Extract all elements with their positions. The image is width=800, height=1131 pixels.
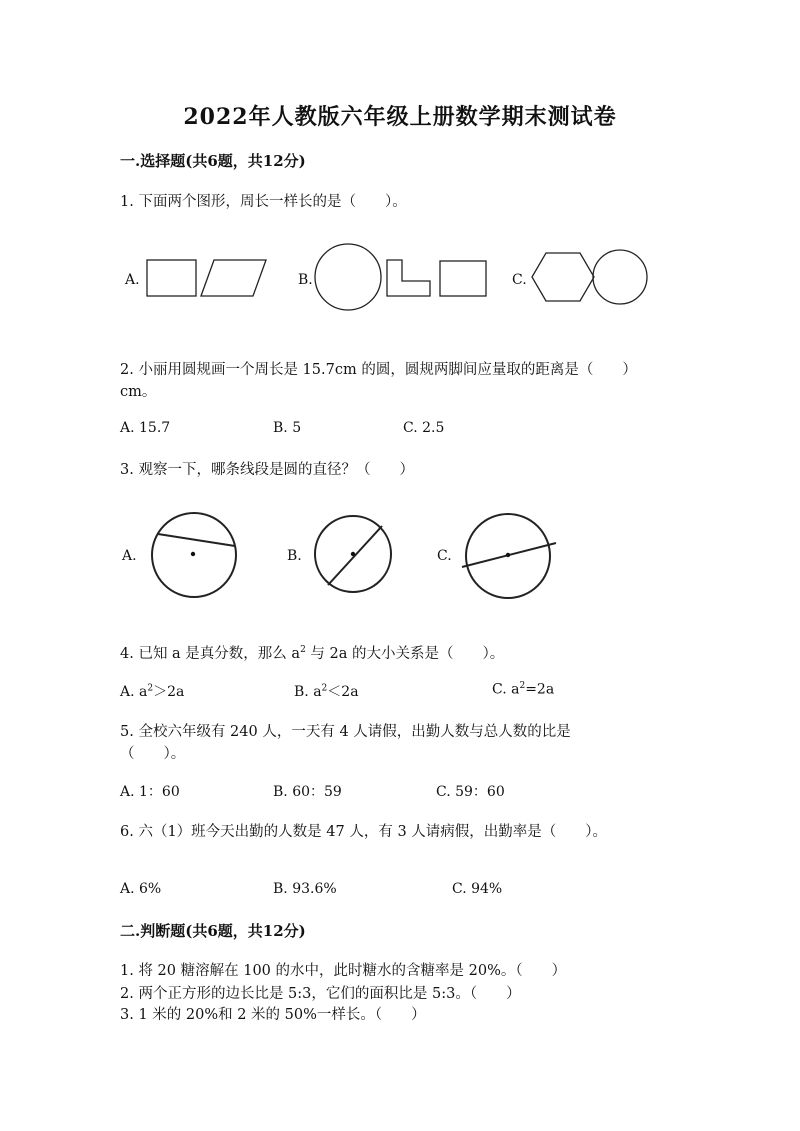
q3-option-b-label: B. — [287, 548, 302, 564]
question-5-line-2: （ ）。 — [120, 746, 186, 762]
q2-option-c: C. 2.5 — [403, 420, 445, 436]
q6-option-c: C. 94% — [452, 881, 503, 897]
q4-option-a-post: ＞2a — [153, 684, 185, 700]
question-5-line-1: 5. 全校六年级有 240 人，一天有 4 人请假，出勤人数与总人数的比是 — [120, 724, 571, 740]
section-2-heading: 二.判断题(共6题，共12分) — [120, 922, 306, 940]
q4-option-c — [492, 681, 554, 698]
q3-c-circle-figure — [462, 514, 556, 598]
q1-option-a-label: A. — [125, 272, 140, 288]
question-2-line-2: cm。 — [120, 384, 157, 400]
q4-option-c-sup: 2 — [519, 681, 526, 691]
judgment-item-3: 3. 1 米的 20%和 2 米的 50%一样长。（ ） — [120, 1007, 426, 1023]
judgment-item-2: 2. 两个正方形的边长比是 5:3，它们的面积比是 5:3。（ ） — [120, 986, 521, 1002]
question-4-text-a: 4. 已知 a 是真分数，那么 a — [120, 646, 301, 662]
q4-option-b-sup: 2 — [321, 683, 328, 694]
q4-option-a-pre: A. a — [120, 684, 148, 700]
q5-option-b: B. 60：59 — [273, 784, 342, 800]
question-3: 3. 观察一下，哪条线段是圆的直径？（ ） — [120, 462, 414, 478]
q3-a-circle-figure — [152, 513, 236, 597]
q6-option-a: A. 6% — [120, 881, 162, 897]
q5-option-c: C. 59：60 — [436, 784, 505, 800]
q4-option-a — [120, 681, 184, 701]
q4-option-b — [294, 681, 359, 701]
q1-option-c-label: C. — [512, 272, 527, 288]
q2-option-b: B. 5 — [273, 420, 302, 436]
question-1: 1. 下面两个图形，周长一样长的是（ ）。 — [120, 194, 407, 210]
q4-option-a-sup: 2 — [147, 683, 154, 694]
question-4 — [120, 642, 504, 663]
page-title: 2022年人教版六年级上册数学期末测试卷 — [183, 104, 617, 130]
q5-option-a: A. 1：60 — [120, 784, 180, 800]
q3-option-c-label: C. — [437, 548, 452, 564]
q3-b-circle-figure — [315, 516, 391, 592]
q6-option-b: B. 93.6% — [273, 881, 337, 897]
q4-option-c-pre: C. a — [492, 681, 520, 698]
q4-option-b-post: ＜2a — [327, 684, 359, 700]
q4-option-c-post: =2a — [525, 681, 555, 698]
question-2-line-1: 2. 小丽用圆规画一个周长是 15.7cm 的圆，圆规两脚间应量取的距离是（ ） — [120, 362, 637, 378]
question-4-text-b: 与 2a 的大小关系是（ ）。 — [305, 646, 505, 662]
judgment-item-1: 1. 将 20 糖溶解在 100 的水中，此时糖水的含糖率是 20%。（ ） — [120, 963, 567, 979]
question-6: 6. 六（1）班今天出勤的人数是 47 人，有 3 人请病假，出勤率是（ ）。 — [120, 824, 608, 840]
q2-option-a: A. 15.7 — [120, 420, 171, 436]
q1-option-b-label: B. — [298, 272, 313, 288]
q4-option-b-pre: B. a — [294, 684, 322, 700]
q3-option-a-label: A. — [122, 548, 137, 564]
section-1-heading: 一.选择题(共6题，共12分) — [120, 152, 306, 170]
question-4-superscript: 2 — [300, 645, 306, 656]
